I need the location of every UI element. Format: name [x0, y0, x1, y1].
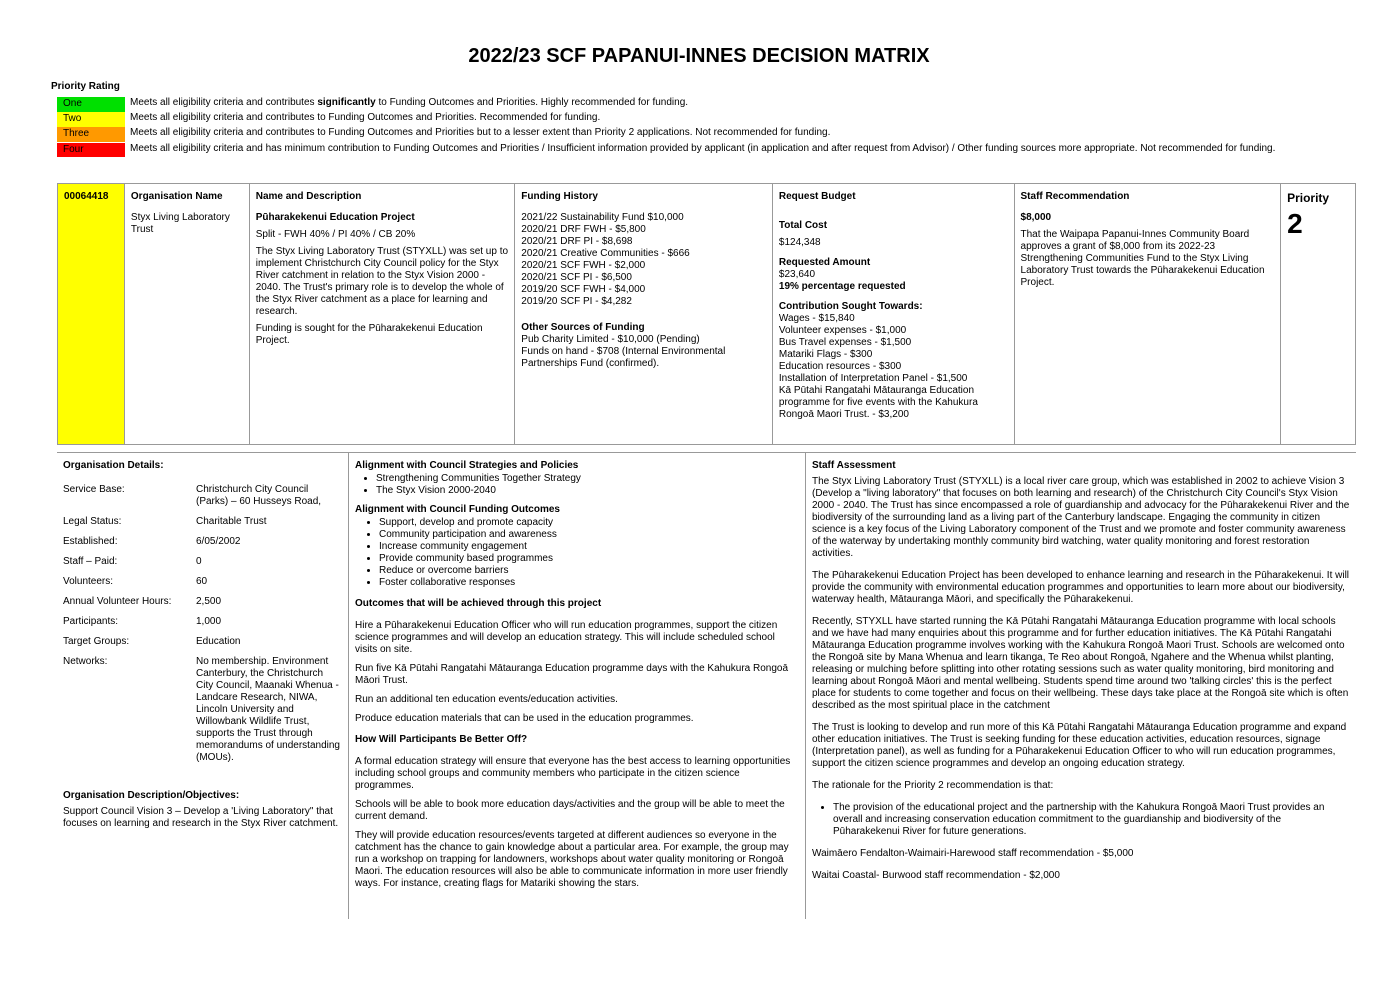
other-funding-item: Pub Charity Limited - $10,000 (Pending)	[521, 334, 700, 345]
application-id-cell	[58, 184, 125, 444]
objectives-text: Support Council Vision 3 – Develop a 'Living Laboratory" that focuses on learning and research in the Styx River catchment.	[63, 806, 339, 829]
detail-label: Volunteers:	[63, 576, 114, 587]
detail-label: Annual Volunteer Hours:	[63, 596, 172, 607]
priority-row-two	[57, 112, 1317, 127]
name-description-heading: Name and Description	[255, 191, 362, 202]
list-item: • Provide community based programmes	[379, 553, 799, 565]
detail-row	[63, 556, 342, 568]
contribution-item: Installation of Interpretation Panel - $1,500	[778, 373, 968, 384]
strategies-heading: Alignment with Council Strategies and Policies	[355, 460, 579, 471]
history-item: 2020/21 DRF FWH - $5,800	[521, 224, 646, 235]
contribution-item: Bus Travel expenses - $1,500	[778, 337, 912, 348]
request-budget-cell	[773, 184, 1015, 444]
priority-swatch-one: One	[57, 97, 125, 112]
list-item: • Increase community engagement	[379, 541, 799, 553]
detail-label: Legal Status:	[63, 516, 122, 527]
history-item: 2019/20 SCF FWH - $4,000	[521, 284, 646, 295]
detail-value: No membership. Environment Canterbury, the Christchurch City Council, Maanaki Whenua - Landcare Research, NIWA, Lincoln University and Willowbank Wildlife Trust, supports the Trust through memorandums of understanding (MOUs).	[196, 656, 340, 763]
outcomes-list	[355, 517, 799, 589]
history-item: 2020/21 DRF PI - $8,698	[521, 236, 633, 247]
priority-row-three	[57, 127, 1317, 142]
priority-desc-four: Meets all eligibility criteria and has minimum contribution to Funding Outcomes and Priorities / Insufficient information provided by applicant (in application and after request from Advisor) / Other funding sources more appropriate. Not recommended for funding.	[130, 143, 1276, 154]
other-board-recommendation: Waimāero Fendalton-Waimairi-Harewood staff recommendation - $5,000	[812, 848, 1134, 859]
contribution-item: Wages - $15,840	[778, 313, 855, 324]
better-off-item: Schools will be able to book more education days/activities and the group will be able to meet the current demand.	[355, 799, 785, 822]
detail-value: 2,500	[196, 596, 222, 607]
other-funding-item: Funds on hand - $708 (Internal Environmental Partnerships Fund (confirmed).	[521, 346, 726, 369]
achieved-item: Produce education materials that can be used in the education programmes.	[355, 713, 694, 724]
contribution-heading: Contribution Sought Towards:	[778, 301, 923, 312]
detail-value: 60	[196, 576, 208, 587]
outcomes-heading: Alignment with Council Funding Outcomes	[355, 504, 560, 515]
requested-amount-value: $23,640	[778, 269, 816, 280]
better-off-item: A formal education strategy will ensure that everyone has the best access to learning opportunities including school groups and community members who participate in the citizen science programmes.	[355, 756, 791, 791]
details-section	[57, 452, 1356, 919]
project-name: Pūharakekenui Education Project	[255, 212, 415, 223]
contribution-item: Education resources - $300	[778, 361, 902, 372]
assessment-paragraph: The Styx Living Laboratory Trust (STYXLL) is a local river care group, which was established in 2002 to achieve Vision 3 (Develop a "living laboratory" that focuses on both learning and research) of the Christchurch City Council's Styx Vision 2000 - 2040. The Trust has since encompassed a role of guardianship and advocacy for the Pūharakekenui River and the biodiversity of the surrounding land as a living part of the Canterbury landscape. Engaging the community in citizen science is a key focus of the Living Laboratory component of the Trust and we promote and foster community awareness of the waterway by undertaking monthly community bird watching, water quality monitoring and forest restoration activities.	[812, 476, 1350, 559]
total-cost-label: Total Cost	[778, 220, 828, 231]
funding-history-heading: Funding History	[521, 191, 598, 202]
list-item: • Strengthening Communities Together Strategy	[376, 473, 799, 485]
list-item: • The Styx Vision 2000-2040	[376, 485, 799, 497]
other-funding-heading: Other Sources of Funding	[521, 322, 645, 333]
detail-row	[63, 596, 342, 608]
project-description: The Styx Living Laboratory Trust (STYXLL) was set up to implement Christchurch City Council policy for the Styx River catchment in relation to the Styx Vision 2000 - 2040. The Trust's primary role is to develop the whole of the Styx River catchment as a place for learning and research.	[255, 246, 509, 317]
detail-row	[63, 636, 342, 648]
page-title: 2022/23 SCF PAPANUI-INNES DECISION MATRIX	[468, 45, 930, 67]
detail-label: Established:	[63, 536, 118, 547]
achieved-heading: Outcomes that will be achieved through this project	[355, 598, 602, 609]
assessment-paragraph: The Pūharakekenui Education Project has been developed to enhance learning and research in the Pūharakekenui. It will provide the community with environmental education programmes and opportunities to learn more about our biodiversity, waterway health, Mātauranga Māori, and specifically the Pūharakekenui.	[812, 570, 1350, 605]
staff-recommendation-amount: $8,000	[1020, 212, 1052, 223]
funding-sought-text: Funding is sought for the Pūharakekenui Education Project.	[255, 323, 483, 346]
detail-row	[63, 576, 342, 588]
list-item: • The provision of the educational project and the partnership with the Kahukura Rongoā Maori Trust provides an overall and increasing conservation education commitment to the guardianship and biodiversity of the Pūharakekenui River for future generations.	[833, 802, 1350, 838]
priority-desc-two: Meets all eligibility criteria and contributes to Funding Outcomes and Priorities. Recommended for funding.	[130, 112, 601, 123]
alignment-column	[348, 453, 806, 919]
priority-row-four	[57, 143, 1317, 157]
priority-cell	[1281, 184, 1355, 444]
priority-desc-three: Meets all eligibility criteria and contributes to Funding Outcomes and Priorities but to a lesser extent than Priority 2 applications. Not recommended for funding.	[130, 127, 831, 138]
decision-matrix-row	[57, 183, 1356, 445]
funding-split: Split - FWH 40% / PI 40% / CB 20%	[255, 229, 416, 240]
staff-assessment-column	[806, 453, 1356, 919]
detail-value: 1,000	[196, 616, 222, 627]
priority-heading: Priority	[1287, 191, 1330, 205]
history-item: 2020/21 Creative Communities - $666	[521, 248, 690, 259]
better-off-item: They will provide education resources/events targeted at different audiences so everyone in the catchment has the chance to gain knowledge about a particular area. For example, the group may run a workshop on trapping for landowners, workshops about water quality monitoring or Rongoā Maori. The education resources will also be able to communicate information in more user friendly ways. For instance, creating flags for Matariki showing the stars.	[355, 830, 789, 889]
list-item: • Support, develop and promote capacity	[379, 517, 799, 529]
achieved-item: Hire a Pūharakekenui Education Officer who will run education programmes, support the citizen science programmes and will develop an education strategy. This will include scheduled school visits on site.	[355, 620, 778, 655]
detail-row	[63, 516, 342, 528]
detail-label: Participants:	[63, 616, 119, 627]
priority-rating-heading: Priority Rating	[51, 81, 120, 92]
organisation-cell	[125, 184, 250, 444]
achieved-item: Run an additional ten education events/education activities.	[355, 694, 618, 705]
detail-value: Christchurch City Council (Parks) – 60 Husseys Road,	[196, 484, 322, 507]
history-item: 2019/20 SCF PI - $4,282	[521, 296, 632, 307]
name-description-cell	[250, 184, 516, 444]
priority-swatch-two: Two	[57, 112, 125, 127]
percentage-requested: 19% percentage requested	[778, 281, 906, 292]
organisation-name: Styx Living Laboratory Trust	[130, 212, 230, 235]
other-board-recommendation: Waitai Coastal- Burwood staff recommendation - $2,000	[812, 870, 1060, 881]
history-item: 2021/22 Sustainability Fund $10,000	[521, 212, 684, 223]
list-item: • Foster collaborative responses	[379, 577, 799, 589]
contribution-item: Volunteer expenses - $1,000	[778, 325, 907, 336]
better-off-heading: How Will Participants Be Better Off?	[355, 734, 528, 745]
priority-swatch-three: Three	[57, 127, 125, 142]
request-budget-heading: Request Budget	[778, 191, 856, 202]
staff-assessment-heading: Staff Assessment	[812, 460, 896, 471]
priority-swatch-four: Four	[57, 143, 125, 157]
detail-row	[63, 616, 342, 628]
contribution-item: Matariki Flags - $300	[778, 349, 873, 360]
assessment-paragraph: The rationale for the Priority 2 recommendation is that:	[812, 780, 1054, 791]
staff-recommendation-heading: Staff Recommendation	[1020, 191, 1130, 202]
organisation-heading: Organisation Name	[130, 191, 223, 202]
requested-amount-label: Requested Amount	[778, 257, 871, 268]
objectives-heading: Organisation Description/Objectives:	[63, 790, 240, 801]
detail-label: Networks:	[63, 656, 108, 667]
priority-desc-one: Meets all eligibility criteria and contributes significantly to Funding Outcomes and Priorities. Highly recommended for funding.	[130, 97, 689, 108]
strategies-list	[355, 473, 799, 497]
history-item: 2020/21 SCF PI - $6,500	[521, 272, 632, 283]
detail-value: Education	[196, 636, 241, 647]
detail-label: Staff – Paid:	[63, 556, 118, 567]
detail-row	[63, 656, 342, 764]
detail-row	[63, 536, 342, 548]
rationale-list	[812, 802, 1350, 838]
priority-value: 2	[1287, 208, 1303, 240]
list-item: • Community participation and awareness	[379, 529, 799, 541]
detail-row	[63, 484, 342, 508]
organisation-details-heading: Organisation Details:	[63, 460, 164, 471]
history-item: 2020/21 SCF FWH - $2,000	[521, 260, 646, 271]
staff-recommendation-text: That the Waipapa Papanui-Innes Community Board approves a grant of $8,000 from its 2022-23 Strengthening Communities Fund to the Styx Living Laboratory Trust towards the Pūharakekenui Education Project.	[1020, 229, 1265, 288]
detail-label: Service Base:	[63, 484, 125, 495]
application-id: 00064418	[64, 191, 109, 202]
detail-value: 0	[196, 556, 202, 567]
detail-label: Target Groups:	[63, 636, 130, 647]
staff-recommendation-cell	[1015, 184, 1282, 444]
priority-row-one	[57, 97, 1317, 112]
list-item: • Reduce or overcome barriers	[379, 565, 799, 577]
contribution-item: Kā Pūtahi Rangatahi Mātauranga Education programme for five events with the Kahukura Rongoā Maori Trust. - $3,200	[778, 385, 978, 420]
achieved-item: Run five Kā Pūtahi Rangatahi Mātauranga Education programme days with the Kahukura Rongoā Māori Trust.	[355, 663, 789, 686]
assessment-paragraph: Recently, STYXLL have started running the Kā Pūtahi Rangatahi Mātauranga Education programme with local schools and we have had many enquiries about this programme and for further education initiatives. The Kā Pūtahi Rangatahi Mātauranga Education programme involves working with the Kahukura Rongoā Maori Trust. Schools are welcomed onto the Rongoā site by Mana Whenua and learn tikanga, Te Reo about Rongoā, Ngahere and the Whenua whilst planting, releasing or mulching before splitting into other rotating sessions such as water quality monitoring, bird monitoring and learning about Rongoā Māori and mental wellbeing. Students spend time around two 'talking circles' this is the perfect place for students to come together and focus on their wellbeing. These days take place at the Rongoā site which is often described as the most spiritual place in the catchment	[812, 616, 1349, 711]
detail-value: 6/05/2002	[196, 536, 241, 547]
assessment-paragraph: The Trust is looking to develop and run more of this Kā Pūtahi Rangatahi Mātauranga Education programme and expand other education initiatives. The Trust is seeking funding for these education activities, education resources, signage (Interpretation panel), as well as funding for a Pūharakekenui Education Officer to who will run education programmes, support the citizen science programmes and develop an ongoing education strategy.	[812, 722, 1347, 769]
detail-value: Charitable Trust	[196, 516, 267, 527]
organisation-details-column	[57, 453, 348, 919]
funding-history-cell	[515, 184, 773, 444]
total-cost-value: $124,348	[778, 237, 821, 248]
